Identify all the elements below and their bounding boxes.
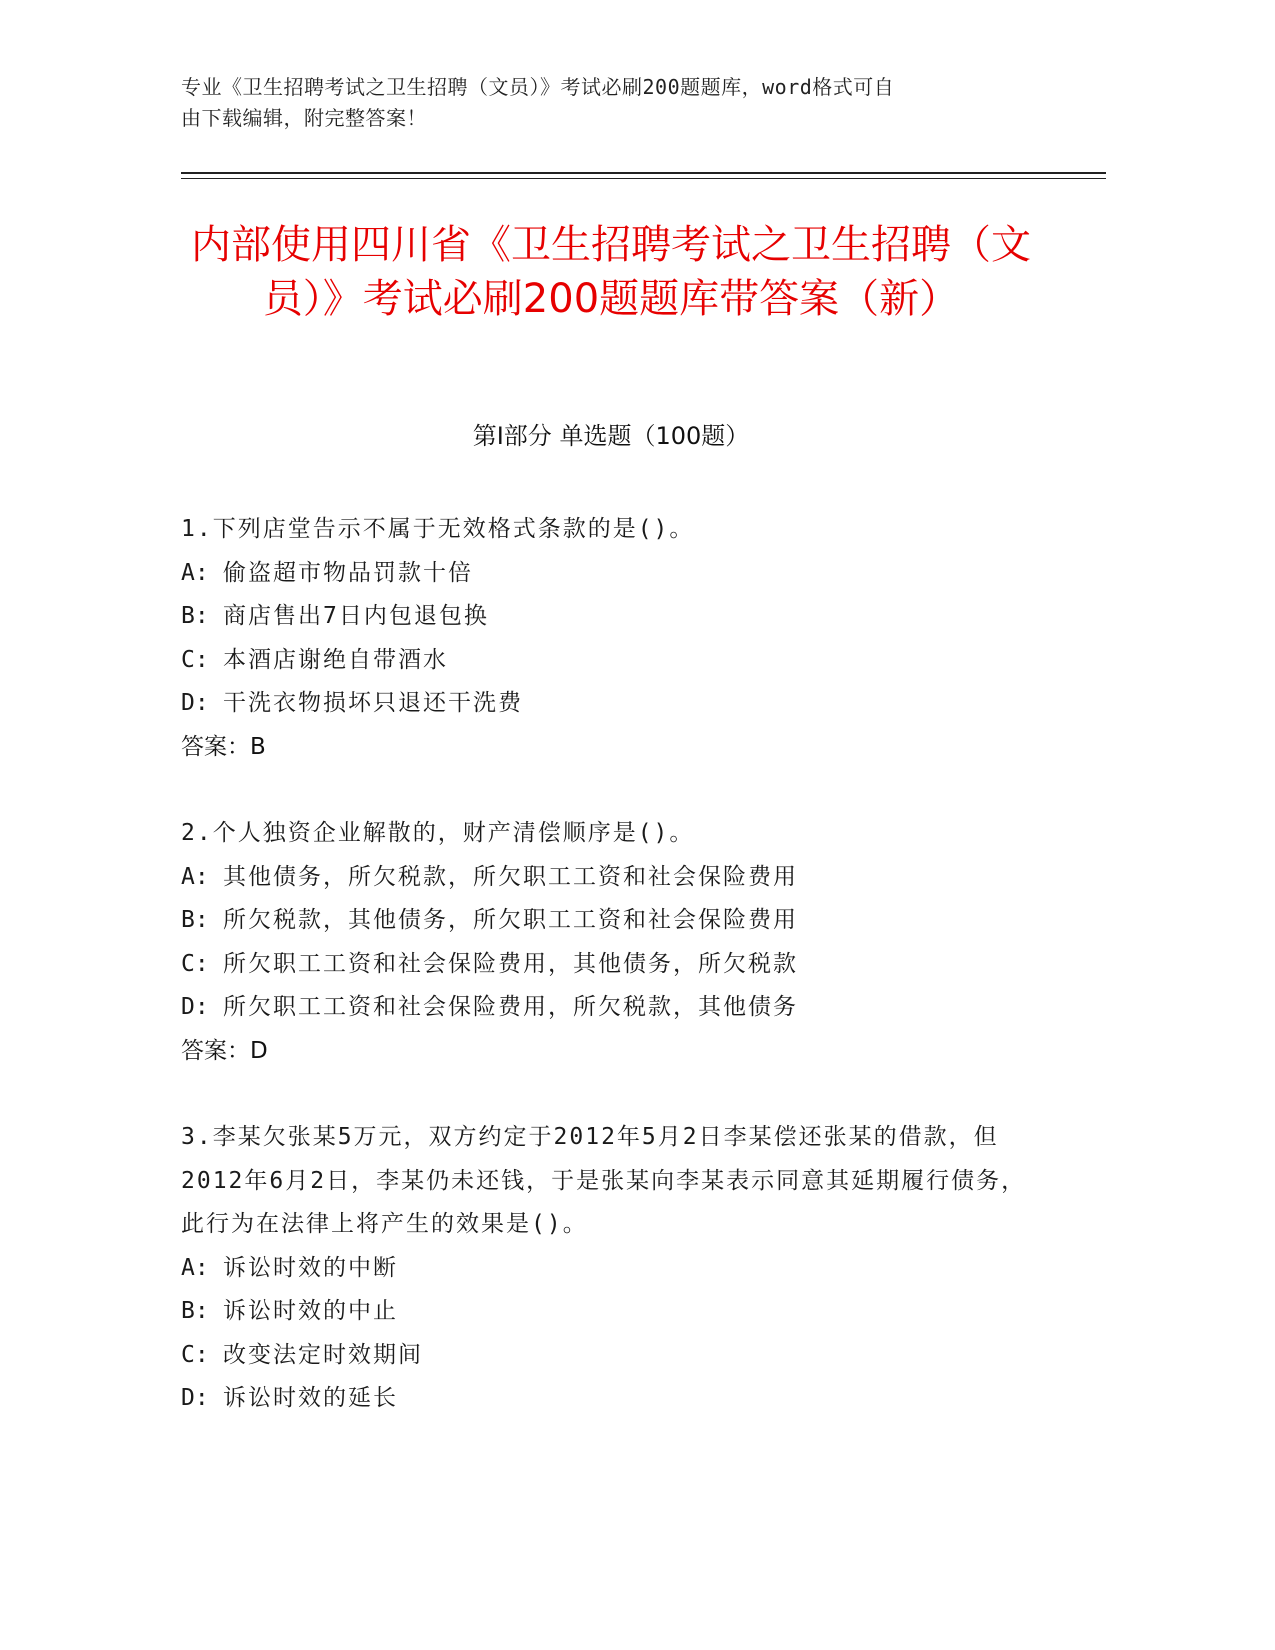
option-key: C: — [181, 646, 209, 673]
answer-line: 答案：B — [181, 733, 266, 760]
option-a — [181, 1247, 1041, 1291]
option-text: 偷盗超市物品罚款十倍 — [223, 559, 473, 586]
option-key: B: — [181, 907, 209, 933]
answer-line: 答案：D — [181, 1037, 268, 1064]
header-note — [181, 72, 1041, 134]
option-key: D: — [181, 1385, 209, 1411]
header-divider-thin — [181, 178, 1106, 179]
question-stem: 3.李某欠张某5万元，双方约定于2012年5月2日李某偿还张某的借款，但2012年6月2日，李某仍未还钱，于是张某向李某表示同意其延期履行债务，此行为在法律上将产生的效果是()。 — [181, 1124, 1027, 1237]
option-c — [181, 639, 1041, 683]
option-key: C: — [181, 950, 209, 977]
question-stem: 2.个人独资企业解散的，财产清偿顺序是()。 — [181, 820, 695, 846]
question-item — [181, 508, 1041, 769]
option-text: 诉讼时效的中断 — [223, 1254, 398, 1281]
option-key: A: — [181, 1254, 209, 1281]
question-item — [181, 1116, 1041, 1421]
option-a — [181, 856, 1041, 900]
option-key: D: — [181, 994, 209, 1020]
option-text: 本酒店谢绝自带酒水 — [223, 646, 448, 673]
option-d — [181, 682, 1041, 726]
header-note-line-2: 由下载编辑，附完整答案！ — [181, 106, 427, 130]
option-c — [181, 943, 1041, 987]
option-key: A: — [181, 863, 209, 890]
option-text: 改变法定时效期间 — [223, 1341, 423, 1368]
option-b — [181, 1290, 1041, 1334]
question-stem: 1.下列店堂告示不属于无效格式条款的是()。 — [181, 516, 695, 542]
section-title: 第I部分 单选题（100题） — [472, 422, 750, 450]
option-key: B: — [181, 1298, 209, 1324]
option-text: 干洗衣物损坏只退还干洗费 — [223, 690, 523, 716]
option-key: B: — [181, 603, 209, 629]
option-text: 所欠职工工资和社会保险费用，其他债务，所欠税款 — [223, 950, 798, 977]
option-b — [181, 899, 1041, 943]
option-key: C: — [181, 1341, 209, 1368]
option-text: 商店售出7日内包退包换 — [223, 603, 489, 629]
header-note-line-1: 专业《卫生招聘考试之卫生招聘（文员）》考试必刷200题题库，word格式可自 — [181, 75, 895, 99]
option-text: 所欠职工工资和社会保险费用，所欠税款，其他债务 — [223, 994, 798, 1020]
header-divider-thick — [181, 172, 1106, 174]
option-text: 诉讼时效的延长 — [223, 1385, 398, 1411]
option-key: D: — [181, 690, 209, 716]
option-text: 诉讼时效的中止 — [223, 1298, 398, 1324]
option-key: A: — [181, 559, 209, 586]
option-b — [181, 595, 1041, 639]
document-title: 内部使用四川省《卫生招聘考试之卫生招聘（文员）》考试必刷200题题库带答案（新） — [191, 222, 1031, 322]
question-list — [181, 508, 1041, 1464]
option-text: 所欠税款，其他债务，所欠职工工资和社会保险费用 — [223, 907, 798, 933]
option-c — [181, 1334, 1041, 1378]
option-d — [181, 986, 1041, 1030]
option-a — [181, 552, 1041, 596]
option-text: 其他债务，所欠税款，所欠职工工资和社会保险费用 — [223, 863, 798, 890]
option-d — [181, 1377, 1041, 1421]
question-item — [181, 812, 1041, 1073]
